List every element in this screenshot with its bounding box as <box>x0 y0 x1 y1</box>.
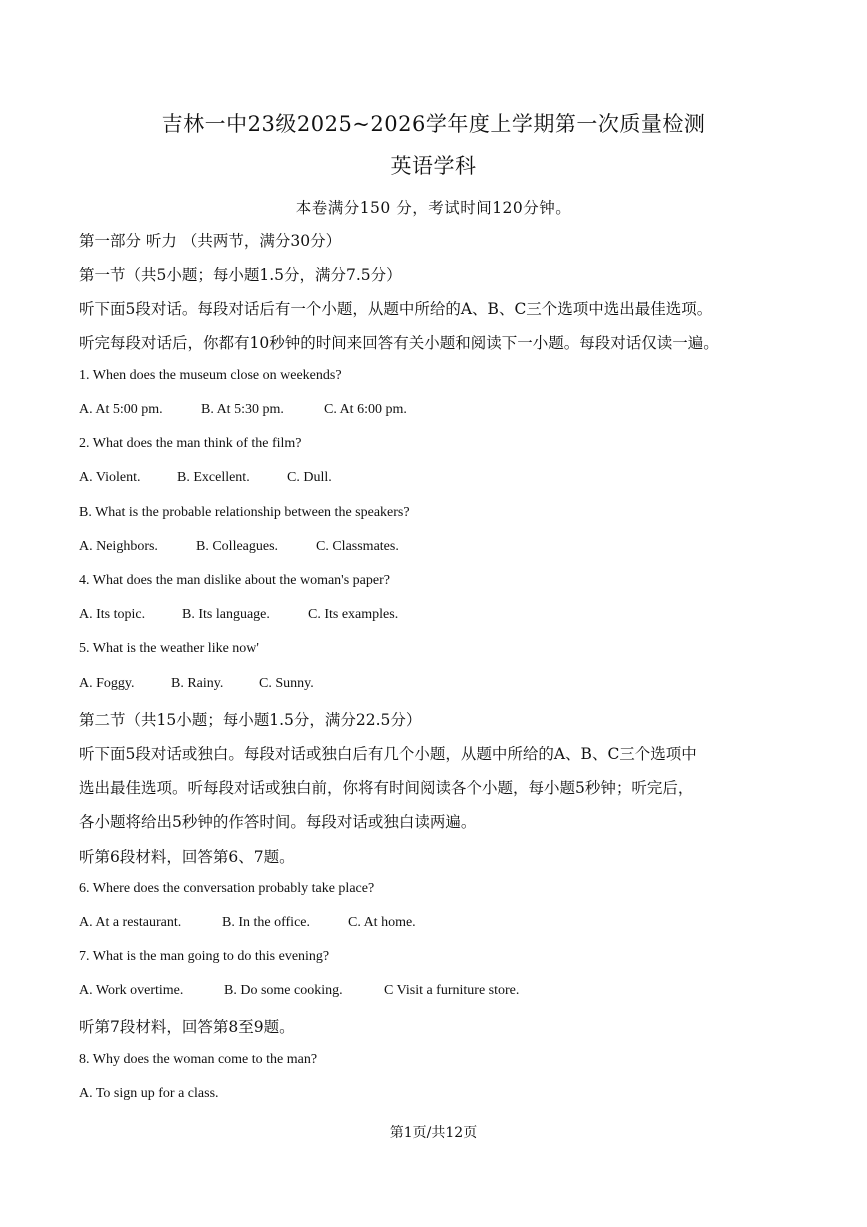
question-3-options <box>79 539 399 555</box>
option: A. Violent. <box>79 470 141 485</box>
option: B. Colleagues. <box>196 539 279 554</box>
exam-info: 本卷满分150 分，考试时间120分钟。 <box>295 199 572 217</box>
option: C. Its examples. <box>308 607 399 622</box>
question-8-options <box>79 1086 219 1102</box>
section2-instructions-2: 选出最佳选项。听每段对话或独白前，你将有时间阅读各个小题，每小题5秒钟；听完后， <box>79 779 694 797</box>
section2-instructions-1: 听下面5段对话或独白。每段对话或独白后有几个小题，从题中所给的A、B、C三个选项中 <box>79 745 697 763</box>
material-7-heading: 听第7段材料，回答第8至9题。 <box>79 1018 295 1036</box>
question-5: 5. What is the weather like now' <box>79 641 259 656</box>
material-6-heading: 听第6段材料，回答第6、7题。 <box>79 848 295 866</box>
question-8: 8. Why does the woman come to the man? <box>79 1052 318 1067</box>
option: C Visit a furniture store. <box>384 983 520 998</box>
option: C. At home. <box>348 915 416 930</box>
option: B. At 5:30 pm. <box>201 402 284 417</box>
question-6-options <box>79 915 416 931</box>
option: A. Neighbors. <box>79 539 158 554</box>
option: B. Its language. <box>182 607 270 622</box>
option: A. Its topic. <box>79 607 146 622</box>
option: C. At 6:00 pm. <box>324 402 407 417</box>
question-1-options <box>79 402 407 418</box>
question-5-options <box>79 676 314 692</box>
question-2: 2. What does the man think of the film? <box>79 436 302 451</box>
page-number: 第1页/共12页 <box>389 1125 478 1141</box>
exam-title: 吉林一中23级2025~2026学年度上学期第一次质量检测 <box>161 112 706 136</box>
option: A. Work overtime. <box>79 983 184 998</box>
question-4: 4. What does the man dislike about the woman's paper? <box>79 573 390 588</box>
exam-subject: 英语学科 <box>390 154 477 178</box>
section2-instructions-3: 各小题将给出5秒钟的作答时间。每段对话或独白读两遍。 <box>79 813 477 831</box>
option: A. At 5:00 pm. <box>79 402 163 417</box>
part1-heading: 第一部分 听力 （共两节，满分30分） <box>79 232 342 250</box>
option: B. In the office. <box>222 915 310 930</box>
section2-heading: 第二节（共15小题；每小题1.5分，满分22.5分） <box>79 711 422 729</box>
option: C. Classmates. <box>316 539 399 554</box>
option: B. Do some cooking. <box>224 983 343 998</box>
option: C. Sunny. <box>259 676 314 691</box>
question-7: 7. What is the man going to do this evening? <box>79 949 330 964</box>
option: B. Rainy. <box>171 676 224 691</box>
question-4-options <box>79 607 398 623</box>
option: A. Foggy. <box>79 676 135 691</box>
option: B. Excellent. <box>177 470 250 485</box>
option: A. At a restaurant. <box>79 915 182 930</box>
question-6: 6. Where does the conversation probably take place? <box>79 881 375 896</box>
question-1: 1. When does the museum close on weekends? <box>79 368 342 383</box>
section1-instructions-1: 听下面5段对话。每段对话后有一个小题，从题中所给的A、B、C三个选项中选出最佳选项。 <box>79 300 713 318</box>
option: A. To sign up for a class. <box>79 1086 219 1101</box>
section1-heading: 第一节（共5小题；每小题1.5分，满分7.5分） <box>79 266 402 284</box>
option: C. Dull. <box>287 470 332 485</box>
question-2-options <box>79 470 332 486</box>
question-7-options <box>79 983 519 999</box>
question-3: B. What is the probable relationship between the speakers? <box>79 505 410 520</box>
section1-instructions-2: 听完每段对话后，你都有10秒钟的时间来回答有关小题和阅读下一小题。每段对话仅读一遍。 <box>79 334 719 352</box>
